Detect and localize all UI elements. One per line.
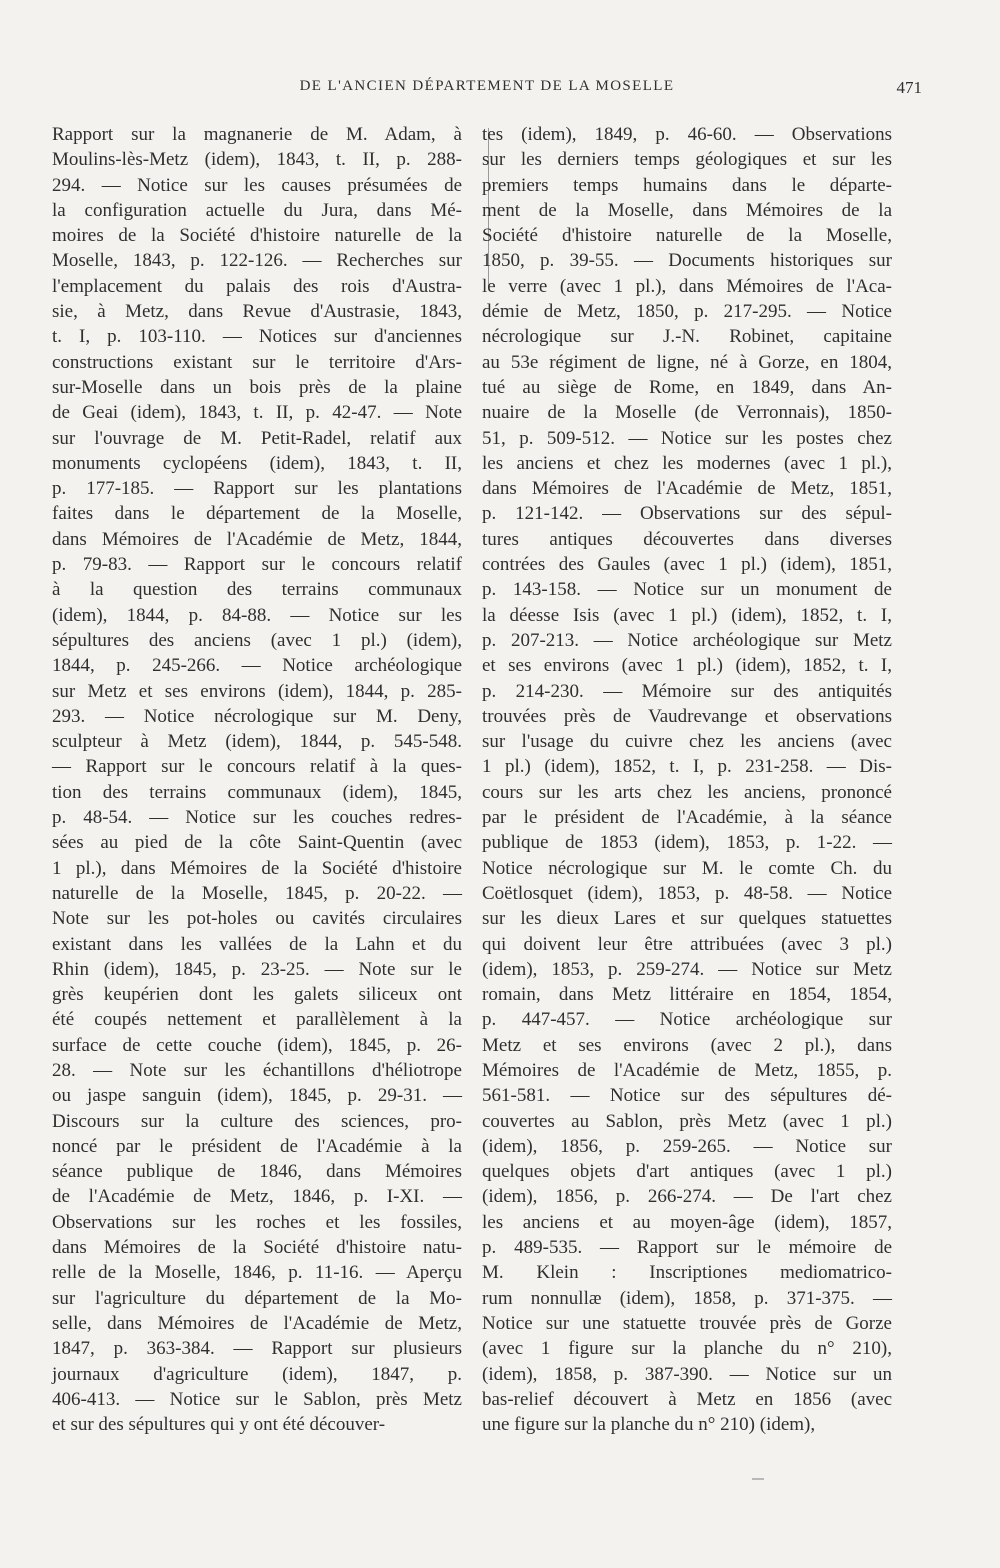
text-line: 1844, p. 245-266. — Notice archéologique (52, 655, 462, 677)
text-line: sur l'ouvrage de M. Petit-Radel, relatif aux (52, 427, 462, 449)
text-line: (idem), 1858, p. 387-390. — Notice sur un (482, 1363, 892, 1385)
text-line: couvertes au Sablon, près Metz (avec 1 pl.) (482, 1110, 892, 1132)
text-line: Société d'histoire naturelle de la Moselle, (482, 225, 892, 247)
text-line: 51, p. 509-512. — Notice sur les postes chez (482, 427, 892, 449)
text-line: séance publique de 1846, dans Mémoires (52, 1161, 462, 1183)
text-line: trouvées près de Vaudrevange et observations (482, 705, 892, 727)
text-line: et sur des sépultures qui y ont été découver- (52, 1414, 386, 1436)
text-line: Mémoires de l'Académie de Metz, 1855, p. (482, 1059, 892, 1081)
text-line: 406-413. — Notice sur le Sablon, près Metz (52, 1388, 462, 1410)
text-line: romain, dans Metz littéraire en 1854, 1854, (482, 984, 892, 1006)
text-line: grès keupérien dont les galets siliceux ont (52, 984, 462, 1006)
right-text-column (482, 122, 892, 1437)
text-line: les anciens et chez les modernes (avec 1 pl.), (482, 452, 892, 474)
text-line: la déesse Isis (avec 1 pl.) (idem), 1852, t. I, (482, 604, 892, 626)
text-line: premiers temps humains dans le départe- (482, 174, 892, 196)
text-line: de Geai (idem), 1843, t. II, p. 42-47. — Note (52, 402, 462, 424)
text-line: existant dans les vallées de la Lahn et du (52, 933, 462, 955)
text-line: Notice sur une statuette trouvée près de Gorze (482, 1312, 892, 1334)
text-line: journaux d'agriculture (idem), 1847, p. (52, 1363, 462, 1385)
text-line: au 53e régiment de ligne, né à Gorze, en 1804, (482, 351, 892, 373)
text-line: Moulins-lès-Metz (idem), 1843, t. II, p. 288- (52, 149, 462, 171)
text-line: sur les dieux Lares et sur quelques statuettes (482, 908, 892, 930)
text-line: sur-Moselle dans un bois près de la plaine (52, 376, 462, 398)
text-line: Note sur les pot-holes ou cavités circulaires (52, 908, 462, 930)
text-line: Discours sur la culture des sciences, pro- (52, 1110, 462, 1132)
text-line: cours sur les arts chez les anciens, prononcé (482, 781, 892, 803)
text-line: nécrologique sur J.-N. Robinet, capitaine (482, 326, 892, 348)
text-line: Moselle, 1843, p. 122-126. — Recherches sur (52, 250, 462, 272)
text-line: t. I, p. 103-110. — Notices sur d'anciennes (52, 326, 462, 348)
text-line: p. 214-230. — Mémoire sur des antiquités (482, 680, 892, 702)
text-line: démie de Metz, 1850, p. 217-295. — Notice (482, 301, 892, 323)
text-line: le verre (avec 1 pl.), dans Mémoires de l'Aca- (482, 275, 892, 297)
text-line: p. 48-54. — Notice sur les couches redres- (52, 807, 462, 829)
left-text-column (52, 122, 462, 1437)
text-line: 28. — Note sur les échantillons d'héliotrope (52, 1059, 462, 1081)
text-line: 294. — Notice sur les causes présumées de (52, 174, 462, 196)
text-line: la configuration actuelle du Jura, dans Mé- (52, 199, 462, 221)
text-line: quelques objets d'art antiques (avec 1 pl.) (482, 1161, 892, 1183)
running-head: DE L'ANCIEN DÉPARTEMENT DE LA MOSELLE (299, 78, 675, 94)
text-line: 561-581. — Notice sur des sépultures dé- (482, 1085, 892, 1107)
text-line: Coëtlosquet (idem), 1853, p. 48-58. — Notice (482, 882, 892, 904)
text-line: Rhin (idem), 1845, p. 23-25. — Note sur le (52, 958, 462, 980)
text-line: surface de cette couche (idem), 1845, p. 26- (52, 1034, 462, 1056)
text-line: ment de la Moselle, dans Mémoires de la (482, 199, 892, 221)
text-line: noncé par le président de l'Académie à la (52, 1135, 462, 1157)
text-line: p. 177-185. — Rapport sur les plantations (52, 478, 462, 500)
page-number: 471 (896, 78, 922, 97)
text-line: sur les derniers temps géologiques et sur les (482, 149, 892, 171)
text-line: et ses environs (avec 1 pl.) (idem), 1852, t. I, (482, 655, 892, 677)
text-line: contrées des Gaules (avec 1 pl.) (idem), 1851, (482, 554, 892, 576)
text-line: rum nonnullæ (idem), 1858, p. 371-375. — (482, 1287, 892, 1309)
text-line: l'emplacement du palais des rois d'Austra- (52, 275, 462, 297)
text-line: 1 pl.), dans Mémoires de la Société d'histoire (52, 857, 462, 879)
text-line: qui doivent leur être attribuées (avec 3 pl.) (482, 933, 892, 955)
text-line: p. 207-213. — Notice archéologique sur Metz (482, 629, 892, 651)
text-line: constructions existant sur le territoire d'Ars- (52, 351, 462, 373)
text-line: — Rapport sur le concours relatif à la ques- (52, 756, 462, 778)
text-line: sculpteur à Metz (idem), 1844, p. 545-548. (52, 731, 462, 753)
text-line: monuments cyclopéens (idem), 1843, t. II, (52, 452, 462, 474)
text-line: tes (idem), 1849, p. 46-60. — Observations (482, 124, 892, 145)
text-line: Observations sur les roches et les fossiles, (52, 1211, 462, 1233)
text-line: sépultures des anciens (avec 1 pl.) (idem), (52, 629, 462, 651)
text-line: moires de la Société d'histoire naturelle de la (52, 225, 462, 247)
text-line: p. 121-142. — Observations sur des sépul- (482, 503, 892, 525)
text-line: publique de 1853 (idem), 1853, p. 1-22. — (482, 832, 892, 854)
text-line: selle, dans Mémoires de l'Académie de Metz, (52, 1312, 462, 1334)
text-line: relle de la Moselle, 1846, p. 11-16. — Aperçu (52, 1262, 462, 1284)
text-line: ou jaspe sanguin (idem), 1845, p. 29-31. — (52, 1085, 462, 1107)
text-line: 293. — Notice nécrologique sur M. Deny, (52, 705, 462, 727)
text-line: Rapport sur la magnanerie de M. Adam, à (52, 124, 462, 145)
text-line: sie, à Metz, dans Revue d'Austrasie, 1843, (52, 301, 462, 323)
text-line: p. 447-457. — Notice archéologique sur (482, 1009, 892, 1031)
text-line: Notice nécrologique sur M. le comte Ch. du (482, 857, 892, 879)
text-line: p. 489-535. — Rapport sur le mémoire de (482, 1237, 892, 1259)
text-line: naturelle de la Moselle, 1845, p. 20-22. — (52, 882, 462, 904)
text-line: faites dans le département de la Moselle, (52, 503, 462, 525)
page-header (52, 78, 922, 102)
text-line: sur l'usage du cuivre chez les anciens (avec (482, 731, 892, 753)
text-line: tué au siège de Rome, en 1849, dans An- (482, 376, 892, 398)
text-line: sur Metz et ses environs (idem), 1844, p. 285- (52, 680, 462, 702)
text-line: dans Mémoires de la Société d'histoire natu- (52, 1237, 462, 1259)
text-line: dans Mémoires de l'Académie de Metz, 1851, (482, 478, 892, 500)
text-line: nuaire de la Moselle (de Verronnais), 1850- (482, 402, 892, 424)
text-line: 1847, p. 363-384. — Rapport sur plusieurs (52, 1338, 462, 1360)
text-line: de l'Académie de Metz, 1846, p. I-XI. — (52, 1186, 462, 1208)
text-line: les anciens et au moyen-âge (idem), 1857, (482, 1211, 892, 1233)
text-line: sées au pied de la côte Saint-Quentin (avec (52, 832, 462, 854)
text-line: (avec 1 figure sur la planche du n° 210), (482, 1338, 892, 1360)
text-line: une figure sur la planche du n° 210) (idem), (482, 1414, 816, 1436)
text-line: à la question des terrains communaux (52, 579, 462, 601)
text-line: Metz et ses environs (avec 2 pl.), dans (482, 1034, 892, 1056)
text-line: (idem), 1853, p. 259-274. — Notice sur Metz (482, 958, 892, 980)
text-line: sur l'agriculture du département de la Mo- (52, 1287, 462, 1309)
text-line: (idem), 1856, p. 259-265. — Notice sur (482, 1135, 892, 1157)
text-line: bas-relief découvert à Metz en 1856 (avec (482, 1388, 892, 1410)
text-line: tion des terrains communaux (idem), 1845, (52, 781, 462, 803)
text-line: 1 pl.) (idem), 1852, t. I, p. 231-258. — Dis- (482, 756, 892, 778)
text-line: dans Mémoires de l'Académie de Metz, 1844, (52, 528, 462, 550)
print-mark (752, 1478, 764, 1480)
text-line: (idem), 1856, p. 266-274. — De l'art chez (482, 1186, 892, 1208)
text-line: par le président de l'Académie, à la séance (482, 807, 892, 829)
text-line: p. 79-83. — Rapport sur le concours relatif (52, 554, 462, 576)
text-line: été coupés nettement et parallèlement à la (52, 1009, 462, 1031)
text-line: p. 143-158. — Notice sur un monument de (482, 579, 892, 601)
text-line: (idem), 1844, p. 84-88. — Notice sur les (52, 604, 462, 626)
text-line: tures antiques découvertes dans diverses (482, 528, 892, 550)
text-line: 1850, p. 39-55. — Documents historiques sur (482, 250, 892, 272)
text-line: M. Klein : Inscriptiones mediomatrico- (482, 1262, 892, 1284)
